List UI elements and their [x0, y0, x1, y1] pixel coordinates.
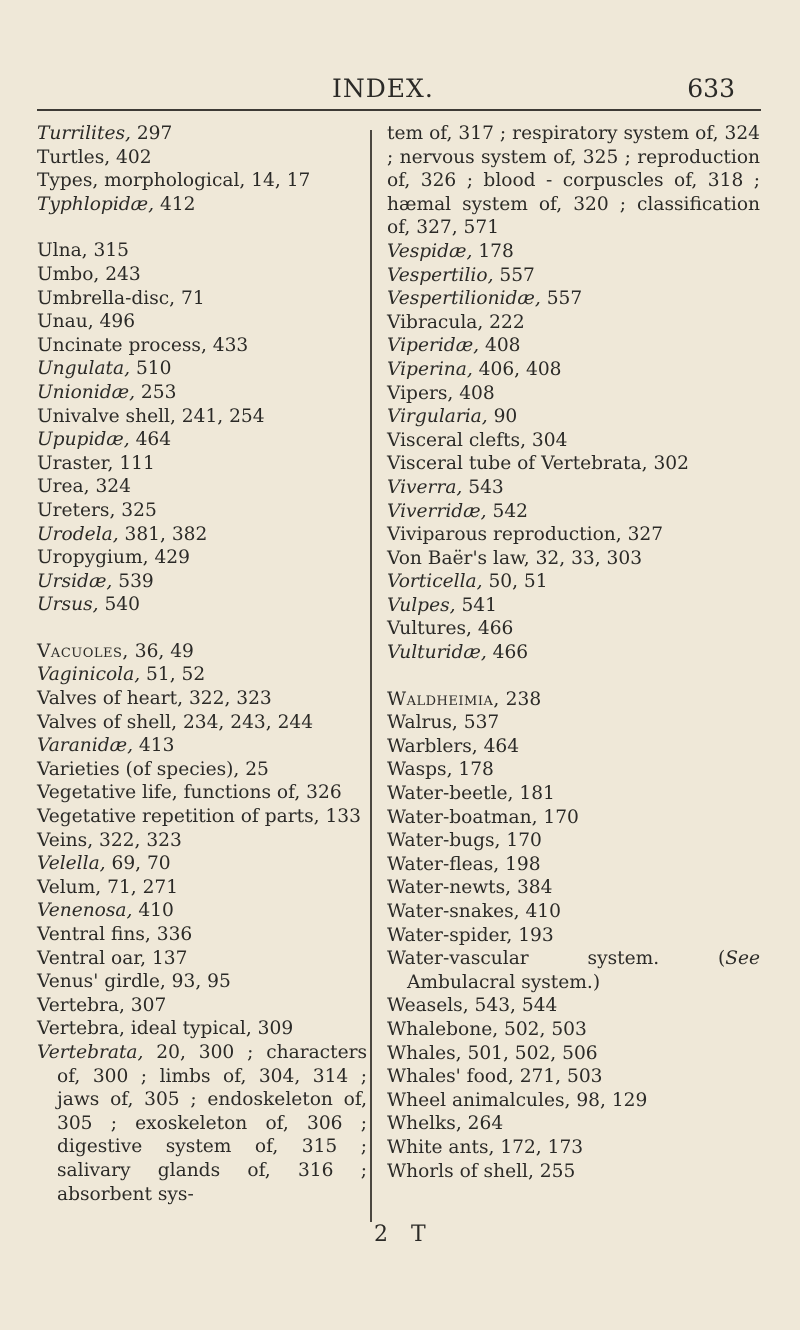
- entry-refs: 466: [471, 618, 514, 640]
- entry-group-w2: [387, 994, 760, 1183]
- index-entry: [387, 1018, 760, 1042]
- index-entry: [37, 287, 367, 311]
- entry-head: Water-beetle,: [387, 783, 514, 805]
- entry-refs: 557: [493, 264, 535, 286]
- entry-head: Turtles,: [37, 146, 111, 168]
- entry-refs: 98, 129: [570, 1089, 648, 1111]
- index-entry: [37, 239, 367, 263]
- entry-head: Water-boatman,: [387, 806, 538, 828]
- entry-refs: 384: [511, 877, 553, 899]
- entry-refs: 93, 95: [165, 971, 231, 993]
- page-number: 633: [687, 74, 735, 103]
- entry-head: Unau,: [37, 311, 94, 333]
- entry-refs: 297: [130, 123, 173, 144]
- entry-head: Water-spider,: [387, 924, 513, 946]
- entry-group-v: [37, 640, 367, 805]
- entry-refs: 429: [148, 547, 190, 569]
- entry-head: Vertebra,: [37, 994, 125, 1016]
- index-entry: [387, 1089, 760, 1113]
- entry-refs: 466: [486, 642, 529, 664]
- entry-head: Ventral oar,: [37, 947, 147, 969]
- index-entry: [37, 546, 367, 570]
- index-entry: [37, 923, 367, 947]
- entry-head: Viperidæ,: [387, 335, 480, 357]
- index-entry: [37, 570, 367, 594]
- index-entry: [37, 381, 367, 405]
- page-title: INDEX.: [332, 74, 434, 103]
- index-entry: Vegetative repetition of parts, 133: [37, 806, 361, 828]
- index-entry: [387, 1160, 760, 1184]
- index-entry: [387, 594, 760, 618]
- entry-head: Urodela,: [37, 523, 119, 545]
- entry-refs: 543, 544: [468, 995, 558, 1017]
- entry-refs: 543: [462, 476, 504, 498]
- entry-head: Vespertilionidæ,: [387, 288, 541, 310]
- entry-refs: 32, 33, 303: [529, 547, 643, 569]
- index-entry: [37, 428, 367, 452]
- entry-refs: 243: [99, 263, 141, 285]
- entry-group-v-right: [387, 240, 760, 665]
- entry-refs: 111: [113, 452, 155, 474]
- index-entry: [387, 1042, 760, 1066]
- index-entry: [37, 899, 367, 923]
- entry-refs: 324: [89, 476, 131, 498]
- index-entry: [37, 334, 367, 358]
- index-entry: [37, 169, 367, 193]
- entry-head: Vertebra, ideal typical,: [37, 1018, 252, 1040]
- entry-head: Water-vascular system.: [387, 948, 660, 970]
- entry-refs: 510: [130, 358, 172, 380]
- entry-head: Whorls of shell,: [387, 1160, 534, 1182]
- entry-refs: 557: [540, 288, 583, 310]
- index-entry: [37, 1017, 367, 1041]
- index-entry: [387, 523, 760, 547]
- entry-refs: 413: [133, 735, 175, 757]
- entry-refs: 309: [251, 1018, 294, 1040]
- entry-head: Whales' food,: [387, 1066, 514, 1088]
- entry-head: Water-fleas,: [387, 853, 500, 875]
- entry-head: Visceral clefts,: [387, 429, 527, 451]
- index-entry: [387, 287, 760, 311]
- entry-refs: 433: [206, 334, 249, 356]
- entry-head: Ursidæ,: [37, 570, 113, 592]
- entry-refs: 325: [115, 499, 157, 521]
- index-entry: [37, 711, 367, 735]
- right-column: [387, 122, 760, 1183]
- entry-refs: 307: [124, 994, 167, 1016]
- entry-see: See: [725, 948, 761, 970]
- index-entry-vertebrata: [37, 1041, 367, 1206]
- index-entry: [37, 193, 367, 217]
- page-header: [0, 74, 800, 108]
- entry-refs: 181: [513, 783, 555, 805]
- entry-head: Vegetative life, functions of,: [37, 782, 301, 804]
- entry-head: Univalve shell,: [37, 405, 176, 427]
- index-entry: [37, 310, 367, 334]
- entry-head: Turrilites,: [37, 123, 131, 144]
- index-entry: [37, 734, 367, 758]
- entry-refs: 222: [483, 311, 525, 333]
- entry-refs: 322, 323: [183, 688, 272, 710]
- entry-refs: 255: [533, 1160, 576, 1182]
- entry-head: Vespidæ,: [387, 240, 473, 262]
- entry-refs: 327: [621, 524, 664, 546]
- index-entry: [37, 829, 367, 853]
- index-entry: [387, 924, 760, 948]
- entry-head: Vacuoles,: [37, 640, 129, 662]
- entry-head: Waldheimia,: [387, 688, 500, 710]
- index-entry: [37, 405, 367, 429]
- entry-head: Water-bugs,: [387, 830, 501, 852]
- entry-refs: 541: [455, 594, 497, 616]
- entry-head: Viviparous reproduction,: [387, 524, 622, 546]
- entry-group-v2: [37, 829, 367, 1041]
- index-entry: [387, 782, 760, 806]
- entry-refs: 496: [93, 311, 136, 333]
- entry-head: Vertebrata,: [37, 1041, 144, 1063]
- entry-head: Uropygium,: [37, 547, 149, 569]
- entry-head: Typhlopidæ,: [37, 193, 155, 215]
- entry-group-t: [37, 122, 367, 216]
- index-entry: [387, 452, 760, 476]
- entry-refs: 172, 173: [494, 1136, 584, 1158]
- index-entry: [387, 500, 760, 524]
- entry-head: White ants,: [387, 1136, 495, 1158]
- entry-head: Types,: [37, 170, 99, 192]
- section-gap: [37, 617, 367, 640]
- entry-head: Vorticella,: [387, 571, 483, 593]
- index-entry: [387, 641, 760, 665]
- index-entry: [37, 593, 367, 617]
- entry-head: Ursus,: [37, 594, 99, 616]
- index-entry: [387, 900, 760, 924]
- entry-head: Valves of shell,: [37, 711, 178, 733]
- entry-head: Vaginicola,: [37, 664, 141, 686]
- entry-head: Varieties (of species),: [37, 758, 240, 780]
- entry-refs: 501, 502, 506: [461, 1042, 598, 1064]
- entry-refs: 271, 503: [513, 1066, 603, 1088]
- entry-refs: 170: [537, 806, 579, 828]
- entry-refs: 542: [486, 500, 528, 522]
- entry-head: Ungulata,: [37, 358, 131, 380]
- index-entry-continuation: tem of, 317 ; respiratory system of, 324 ; nervous system of, 325 ; reproduction of, 326 ; blood - corpuscles of, 318 ; hæmal system of, 320 ; classification of, 327, 571: [387, 123, 760, 239]
- column-divider: [370, 130, 372, 1222]
- index-entry: [387, 711, 760, 735]
- index-entry: [387, 735, 760, 759]
- index-entry: [37, 947, 367, 971]
- entry-head: Vipers,: [387, 382, 454, 404]
- entry-head: Wasps,: [387, 759, 453, 781]
- entry-head: Vulturidæ,: [387, 642, 487, 664]
- entry-refs: 198: [499, 853, 541, 875]
- index-entry: [37, 781, 367, 805]
- index-entry: [387, 334, 760, 358]
- entry-refs: morphological, 14, 17: [98, 170, 311, 192]
- entry-head: Vulpes,: [387, 594, 456, 616]
- entry-refs: 178: [472, 240, 514, 262]
- header-rule: [37, 109, 761, 111]
- index-entry: [37, 758, 367, 782]
- entry-refs: 381, 382: [118, 523, 208, 545]
- entry-head: Walrus,: [387, 712, 458, 734]
- entry-head: Umbrella-disc,: [37, 287, 176, 309]
- index-entry: [37, 263, 367, 287]
- index-entry: [387, 617, 760, 641]
- entry-head: Veins,: [37, 829, 94, 851]
- entry-refs: 71, 271: [101, 876, 179, 898]
- section-gap: [37, 216, 367, 239]
- entry-refs: 71: [175, 287, 205, 309]
- entry-head: Wheel animalcules,: [387, 1089, 571, 1111]
- section-gap: [387, 665, 760, 688]
- index-entry: [387, 476, 760, 500]
- index-entry: [387, 429, 760, 453]
- index-entry: [37, 994, 367, 1018]
- index-entry: [37, 876, 367, 900]
- index-entry: [387, 547, 760, 571]
- index-entry: [387, 1136, 760, 1160]
- entry-refs: Ambulacral system.): [407, 971, 601, 993]
- entry-head: Velella,: [37, 853, 106, 875]
- entry-refs: 322, 323: [93, 829, 182, 851]
- entry-head: Upupidæ,: [37, 429, 130, 451]
- index-entry: [37, 663, 367, 687]
- entry-refs: 408: [479, 335, 521, 357]
- entry-refs: 336: [150, 924, 193, 945]
- entry-refs: 537: [457, 712, 500, 734]
- entry-head: Ventral fins,: [37, 924, 151, 945]
- entry-head: Valves of heart,: [37, 688, 184, 710]
- entry-refs: 464: [477, 735, 520, 757]
- entry-refs: 241, 254: [175, 405, 265, 427]
- entry-head: Virgularia,: [387, 406, 488, 428]
- index-entry: [37, 452, 367, 476]
- index-entry: [387, 688, 760, 712]
- entry-refs: 412: [154, 193, 196, 215]
- entry-head: Warblers,: [387, 735, 478, 757]
- entry-refs: 315: [87, 240, 129, 262]
- entry-head: Vibracula,: [387, 311, 484, 333]
- index-entry: [387, 829, 760, 853]
- entry-refs: 51, 52: [140, 664, 206, 686]
- entry-refs: 137: [146, 947, 188, 969]
- entry-refs: 36, 49: [128, 640, 194, 662]
- entry-refs: 540: [98, 594, 140, 616]
- entry-head: Whelks,: [387, 1113, 462, 1135]
- entry-head: Viverra,: [387, 476, 463, 498]
- index-entry: [387, 240, 760, 264]
- entry-refs: 69, 70: [105, 853, 171, 875]
- left-column: [37, 122, 367, 1206]
- index-entry: [37, 499, 367, 523]
- index-entry: [387, 876, 760, 900]
- entry-refs: 90: [487, 406, 518, 428]
- entry-refs: 410: [519, 901, 561, 922]
- index-entry: [37, 970, 367, 994]
- entry-refs: 238: [499, 688, 542, 710]
- index-entry: [387, 1065, 760, 1089]
- index-entry: [37, 640, 367, 664]
- index-entry: [37, 852, 367, 876]
- entry-head: Viperina,: [387, 358, 473, 380]
- signature-mark: 2 T: [374, 1222, 434, 1247]
- entry-head: Visceral tube of Vertebrata,: [387, 453, 648, 475]
- entry-head: Uraster,: [37, 452, 114, 474]
- index-entry: [387, 311, 760, 335]
- entry-head: Whales,: [387, 1042, 462, 1064]
- entry-refs: 502, 503: [498, 1018, 587, 1040]
- index-entry: [387, 1112, 760, 1136]
- entry-head: Varanidæ,: [37, 735, 133, 757]
- entry-refs: 178: [452, 759, 494, 781]
- entry-head: Urea,: [37, 476, 90, 498]
- index-entry: [37, 357, 367, 381]
- entry-refs: 234, 243, 244: [177, 711, 314, 733]
- entry-head: Ulna,: [37, 240, 88, 262]
- index-entry: [387, 853, 760, 877]
- index-entry: [387, 358, 760, 382]
- index-entry: [387, 570, 760, 594]
- entry-refs: 539: [112, 570, 154, 592]
- index-entry: [387, 264, 760, 288]
- entry-head: Uncinate process,: [37, 334, 207, 356]
- index-entry: [387, 806, 760, 830]
- entry-head: Von Baër's law,: [387, 547, 530, 569]
- entry-head: Vespertilio,: [387, 264, 494, 286]
- index-entry: [37, 687, 367, 711]
- index-entry: [387, 994, 760, 1018]
- entry-head: Umbo,: [37, 263, 100, 285]
- entry-head: Water-snakes,: [387, 901, 520, 922]
- entry-group-u: [37, 239, 367, 617]
- entry-refs: 25: [239, 758, 269, 780]
- entry-refs: 50, 51: [482, 571, 548, 593]
- entry-head: Whalebone,: [387, 1018, 499, 1040]
- index-entry-water-vascular: Water-vascular system. (See Ambulacral system.): [387, 948, 761, 993]
- entry-refs: 406, 408: [472, 358, 562, 380]
- entry-head: Ureters,: [37, 499, 116, 521]
- index-entry: [387, 758, 760, 782]
- entry-refs: 253: [135, 381, 177, 403]
- entry-refs: 170: [500, 830, 542, 852]
- entry-head: Viverridæ,: [387, 500, 487, 522]
- entry-group-w: [387, 688, 760, 948]
- index-entry: [387, 405, 760, 429]
- entry-head: Vultures,: [387, 618, 472, 640]
- index-entry: [37, 475, 367, 499]
- entry-head: Venenosa,: [37, 900, 133, 922]
- entry-head: Velum,: [37, 876, 102, 898]
- entry-head: Unionidæ,: [37, 381, 135, 403]
- entry-refs: 408: [453, 382, 495, 404]
- entry-refs: 326: [300, 782, 342, 804]
- index-entry: [37, 523, 367, 547]
- entry-refs: 304: [526, 429, 568, 451]
- entry-head: Venus' girdle,: [37, 971, 166, 993]
- entry-refs: 20, 300 ; characters of, 300 ; limbs of, 304, 314 ; jaws of, 305 ; endoskeleton of, 305 ; exoskeleton of, 306 ; digestive system of, 315 ; salivary glands of, 316 ; absorbent sys-: [57, 1041, 367, 1205]
- entry-refs: 264: [461, 1113, 504, 1135]
- entry-head: Weasels,: [387, 995, 469, 1017]
- entry-head: Water-newts,: [387, 877, 512, 899]
- index-entry: [387, 382, 760, 406]
- entry-refs: 302: [647, 453, 689, 475]
- entry-refs: 410: [132, 900, 174, 922]
- entry-refs: 464: [129, 429, 172, 451]
- index-entry: [37, 146, 367, 170]
- index-entry: [37, 122, 367, 146]
- entry-refs: 193: [512, 924, 554, 946]
- entry-refs: 402: [110, 146, 152, 168]
